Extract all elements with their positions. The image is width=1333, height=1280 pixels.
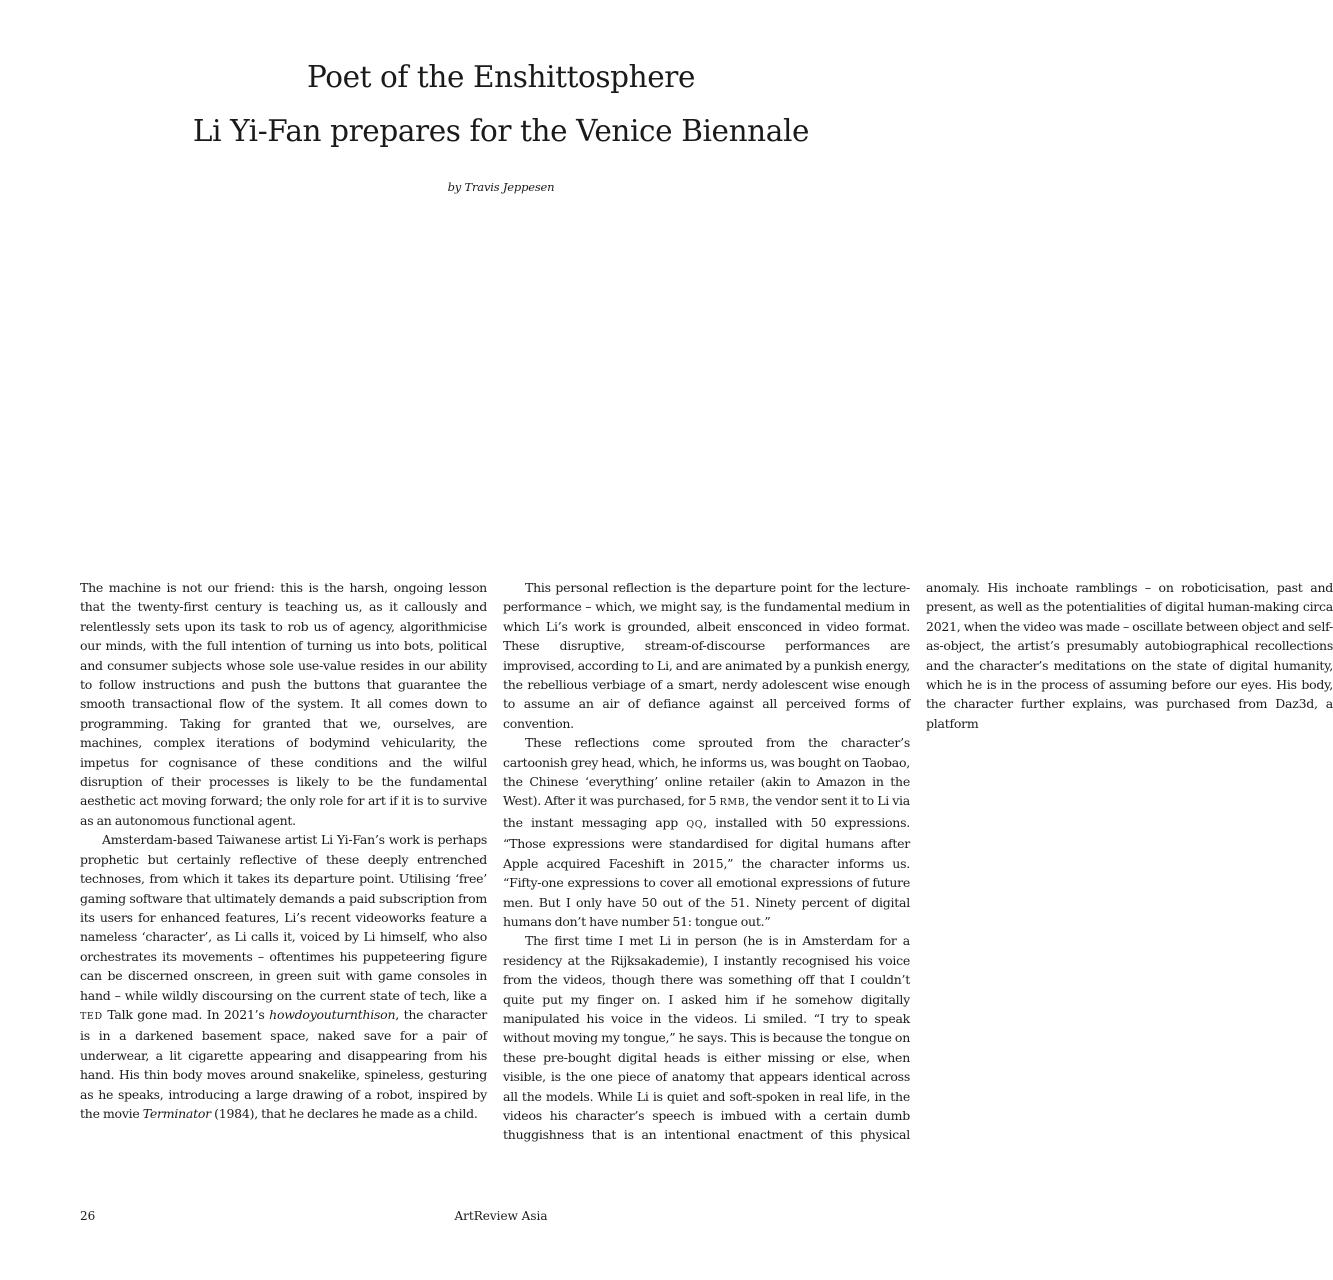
text-run: (1984), that he declares he made as a child. xyxy=(214,1105,478,1121)
acronym: TED xyxy=(80,1010,103,1022)
publication-name: ArtReview Asia xyxy=(454,1209,548,1223)
byline: by Travis Jeppesen xyxy=(447,180,555,194)
paragraph: The first time I met Li in person (he is in Amsterdam for a residency at the Rijksakademie), I instantly recognised his voice from the videos, though there was something off that I couldn’t quite put my finger on. I asked him if he somehow digitally manipulated his voice in the videos. Li smiled. “I try to speak without moving my tongue,” he says. This is because the tongue on these pre-bought digital heads is either missing or else, when visible, is the one piece of anatomy that appears identical across all the models. While Li is quiet and soft-spoken in real life, in the videos his character’s speech is imbued with a certain dumb thuggishness that is an intentional enactment of this physical anomaly. His inchoate ramblings – on roboticisation, past and present, as well as the potentialities of digital human-making circa 2021, when the video was made – oscillate between object and self-as-object, the artist’s presumably autobiographical recollections and the character’s meditations on the state of digital humanity, which he is in the process of assuming before our eyes. His body, the character further explains, was purchased from Daz3d, a platform xyxy=(503,580,1333,1143)
film-title: Terminator xyxy=(142,1105,211,1121)
work-title: howdoyouturnthison xyxy=(269,1006,396,1022)
acronym: RMB xyxy=(719,797,746,809)
article-body xyxy=(80,578,1333,1158)
text-run: These reflections come sprouted from the character’s cartoonish grey head, which, he informs us, was bought on Taobao, the Chinese ‘everything’ online retailer (akin to Amazon in the West). After it was purchased, for 5 xyxy=(503,735,911,809)
acronym: QQ xyxy=(686,818,704,830)
paragraph: This personal reflection is the departure point for the lecture-performance – which, we might say, is the fundamental medium in which Li’s work is grounded, albeit ensconced in video format. These disruptive, stream-of-discourse performances are improvised, according to Li, and are animated by a punkish energy, the rebellious verbiage of a smart, nerdy adolescent wise enough to assume an air of defiance against all perceived forms of convention. xyxy=(503,580,910,731)
article-subtitle: Li Yi-Fan prepares for the Venice Biennale xyxy=(192,114,810,148)
page-number: 26 xyxy=(80,1209,96,1223)
paragraph xyxy=(503,733,910,931)
text-run: , the vendor sent it to Li via the instant messaging app xyxy=(503,793,911,830)
paragraph: The machine is not our friend: this is the harsh, ongoing lesson that the twenty-first century is teaching us, as it callously and relentlessly sets upon its task to rob us of agency, algorithmicise our minds, with the full intention of turning us into bots, political and consumer subjects whose sole use-value resides in our ability to follow instructions and push the buttons that guarantee the smooth transactional flow of the system. It all comes down to programming. Taking for granted that we, ourselves, are machines, complex iterations of bodymind vehicularity, the impetus for cognisance of these conditions and the wilful disruption of their processes is likely to be the fundamental aesthetic act moving forward; the only role for art if it is to survive as an autonomous functional agent. xyxy=(80,580,487,828)
text-run: Amsterdam-based Taiwanese artist Li Yi-Fan’s work is perhaps prophetic but certainly reflective of these deeply entrenched technoses, from which it takes its departure point. Utilising ‘free’ gaming software that ultimately demands a paid subscription from its users for enhanced features, Li’s recent videoworks feature a nameless ‘character’, as Li calls it, voiced by Li himself, who also orchestrates its movements – oftentimes his puppeteering figure can be discerned onscreen, in green suit with game consoles in hand – while wildly discoursing on the current state of tech, like a xyxy=(80,832,487,1003)
article-title: Poet of the Enshittosphere xyxy=(306,60,696,94)
text-run: , installed with 50 expressions. “Those expressions were standardised for digital humans after Apple acquired Faceshift in 2015,” the character informs us. “Fifty-one expressions to cover all emotional expressions of future men. But I only have 50 out of the 51. Ninety percent of digital humans don’t have number 51: tongue out.” xyxy=(503,814,910,929)
text-run: , the character is in a darkened basement space, naked save for a pair of underwear, a lit cigarette appearing and disappearing from his hand. His thin body moves around snakelike, spineless, gesturing as he speaks, introducing a large drawing of a robot, inspired by the movie xyxy=(80,1006,487,1121)
text-run: Talk gone mad. In 2021’s xyxy=(107,1006,265,1022)
article-header xyxy=(0,50,1002,194)
paragraph xyxy=(80,830,487,1123)
